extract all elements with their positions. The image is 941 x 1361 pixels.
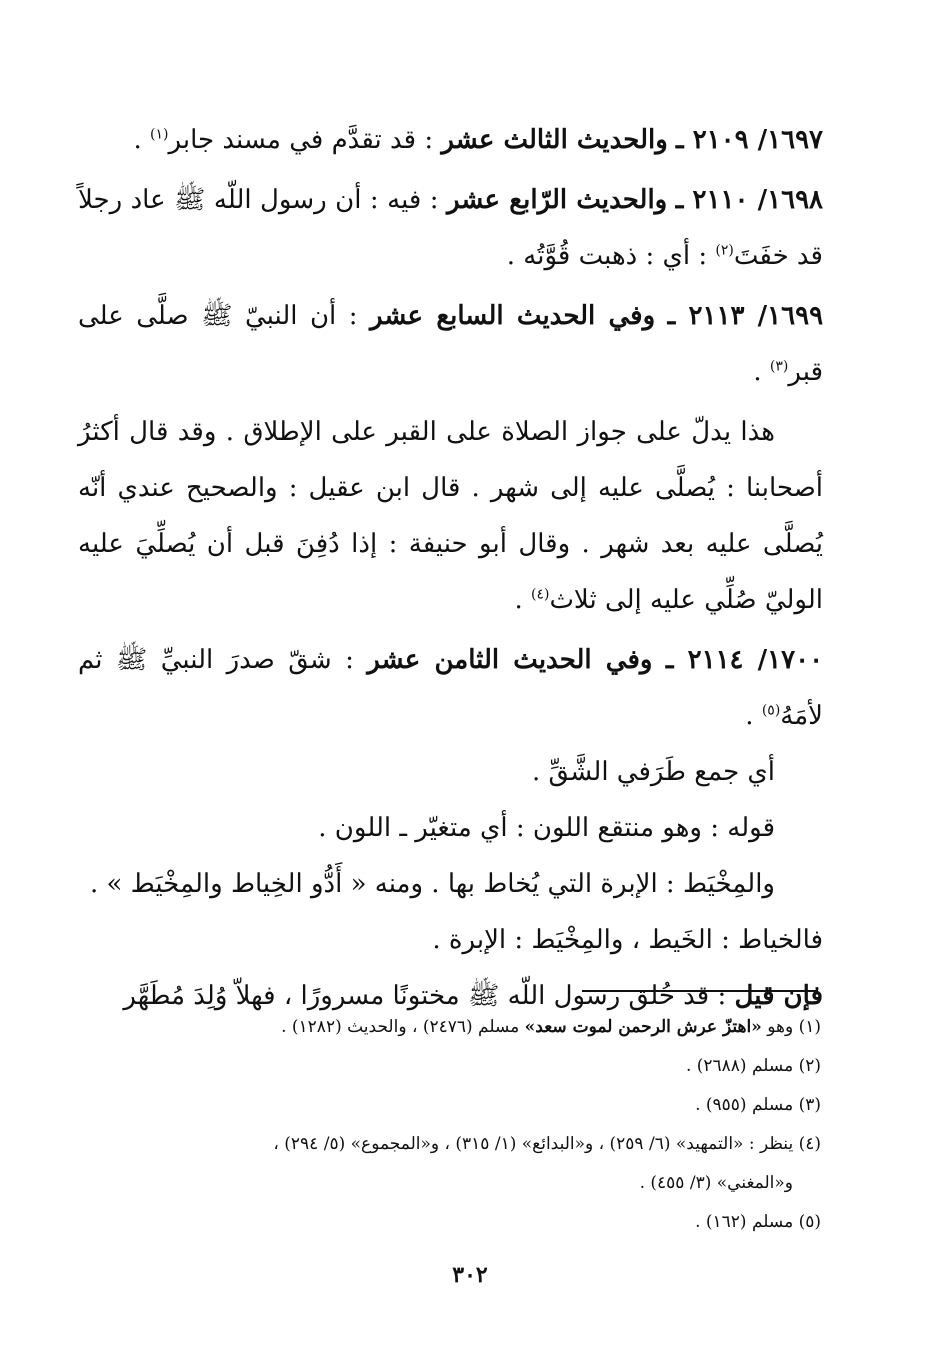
footnote-text: مسلم (٩٥٥) . (695, 1095, 794, 1115)
entry-heading: والحديث الثالث عشر (441, 125, 668, 155)
commentary-paragraph (78, 404, 823, 628)
entry-heading: وفي الحديث الثامن عشر (367, 645, 653, 675)
entry-text: : أن النبيّ ﷺ صلَّى على قبر (78, 301, 823, 387)
footnote-separator (582, 990, 818, 992)
footnote-ref[interactable]: (٢) (715, 242, 734, 259)
entry-tail: : أي : ذهبت قُوَّتُه . (506, 241, 708, 271)
text-line: والمِخْيَط : الإبرة التي يُخاط بها . ومنه « أَدُّو الخِياط والمِخْيَط » . (89, 869, 775, 899)
entry-text: : قد تقدَّم في مسند جابر (168, 125, 434, 155)
footnote-text: مسلم (٢٦٨٨) . (685, 1056, 794, 1076)
entry-text: : شقّ صدرَ النبيِّ ﷺ ثم لأمَهُ (78, 645, 823, 731)
footnote-1 (88, 1008, 821, 1047)
footnote-ref[interactable]: (٥) (761, 702, 781, 719)
footnote-marker: (٤) (798, 1134, 821, 1154)
footnote-3 (88, 1086, 821, 1125)
hadith-entry-1698 (78, 172, 823, 284)
paragraph-text: هذا يدلّ على جواز الصلاة على القبر على الإطلاق . وقد قال أكثرُ أصحابنا : يُصلَّى عليه إلى شهر . قال ابن عقيل : والصحيح عندي أنّه يُصلَّى عليه بعد شهر . وقال أبو حنيفة : إذا دُفِنَ قبل أن يُصلِّيَ عليه الوليّ صُلِّي عليه إلى ثلاث (78, 417, 823, 615)
entry-text: : فيه : أن رسول اللّه ﷺ عاد رجلاً قد خفَتَ (78, 185, 823, 271)
question-label: فإن قيل (734, 981, 823, 1011)
entry-tail: . (745, 701, 754, 731)
footnote-quote: «اهتزّ عرش الرحمن لموت سعد» (524, 1017, 762, 1037)
paragraph-tail: . (514, 585, 523, 615)
footnote-marker: (١) (798, 1017, 821, 1037)
entry-tail: . (753, 357, 762, 387)
entry-number: ١٦٩٧/ ٢١٠٩ ـ (676, 125, 823, 155)
footnote-text: ينظر : «التمهيد» (٦/ ٢٥٩) ، و«البدائع» (١/ ٣١٥) ، و«المجموع» (٥/ ٢٩٤) ، (273, 1134, 794, 1154)
footnote-marker: (٥) (798, 1212, 821, 1232)
hadith-entry-1699 (78, 288, 823, 400)
entry-tail: . (133, 125, 142, 155)
footnote-ref[interactable]: (٤) (530, 586, 550, 603)
footnote-ref[interactable]: (١) (150, 126, 169, 143)
entry-number: ١٦٩٨/ ٢١١٠ ـ (675, 185, 823, 215)
footnote-text: مسلم (٢٤٧٦) ، والحديث (١٢٨٢) . (281, 1017, 520, 1037)
footnote-text: مسلم (١٦٢) . (695, 1212, 794, 1232)
footnotes (88, 1008, 821, 1242)
footnote-4-continuation: و«المغني» (٣/ ٤٥٥) . (639, 1173, 793, 1193)
text-line: قوله : وهو منتقع اللون : أي متغيّر ـ اللون . (318, 813, 775, 843)
text-line: أي جمع طَرَفي الشَّقِّ . (531, 757, 775, 787)
footnote-marker: (٣) (798, 1095, 821, 1115)
footnote-text: وهو (767, 1017, 794, 1037)
hadith-entry-1697 (78, 112, 823, 168)
footnote-marker: (٢) (798, 1056, 821, 1076)
entry-number: ١٦٩٩/ ٢١١٣ ـ (667, 301, 824, 331)
entry-number: ١٧٠٠/ ٢١١٤ ـ (665, 645, 824, 675)
page-number: ٣٠٢ (452, 1262, 488, 1288)
footnote-4 (88, 1125, 821, 1164)
entry-heading: والحديث الرّابع عشر (447, 185, 668, 215)
main-text (78, 112, 823, 1024)
footnote-5 (88, 1203, 821, 1242)
entry-heading: وفي الحديث السابع عشر (370, 301, 656, 331)
hadith-entry-1700 (78, 632, 823, 744)
text-line: فالخياط : الخَيط ، والمِخْيَط : الإبرة . (432, 925, 823, 955)
footnote-2 (88, 1047, 821, 1086)
footnote-ref[interactable]: (٣) (769, 358, 789, 375)
final-text: : قد خُلق رسول اللّه ﷺ مختونًا مسرورًا ، فهلاّ وُلِدَ مُطَهَّر (123, 981, 727, 1011)
